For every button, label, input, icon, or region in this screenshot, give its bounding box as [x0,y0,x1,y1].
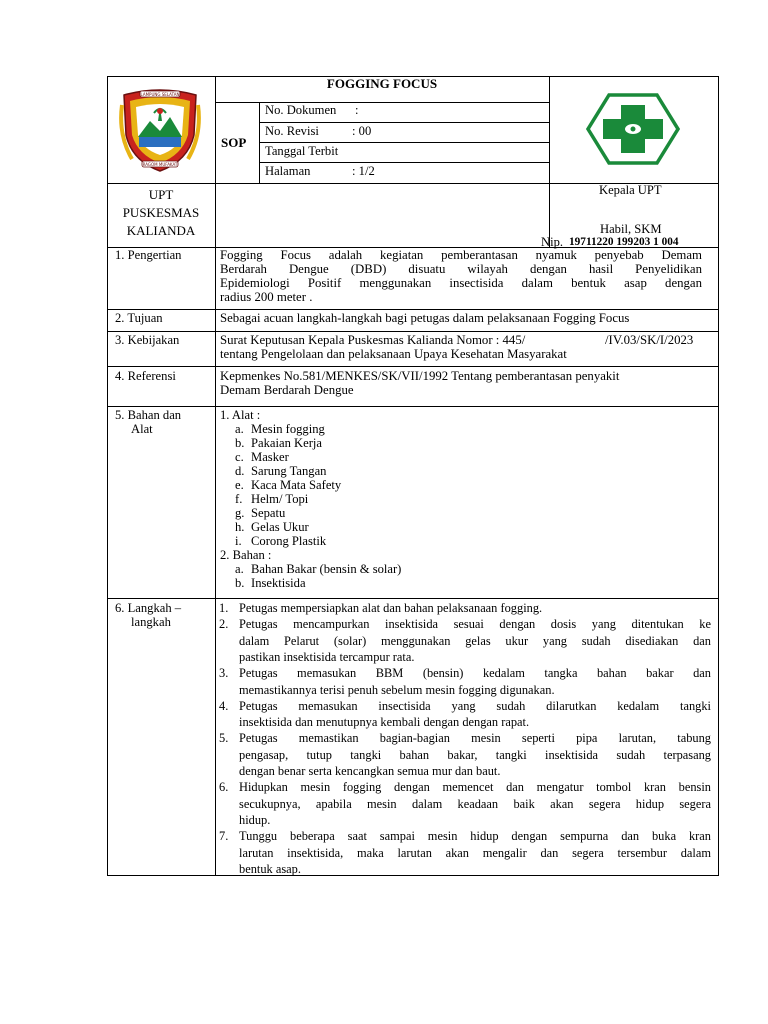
sop-label: SOP [221,135,247,150]
step-line: Petugas memasukan BBM (bensin) kedalam tangka bahan bakar dan [239,666,711,681]
doc-row-value: : 00 [352,124,372,138]
green-cross-icon [586,93,680,165]
step-line: Petugas memasukan insectisida yang sudah dilarutkan kedalam tangki [239,698,711,713]
step-line: Petugas mencampurkan insektisida sesuai dengan dosis yang ditentukan ke [239,617,711,632]
document-title: FOGGING FOCUS [326,76,438,91]
step-number: 1. [219,601,229,615]
alat-item-letter: c. [235,450,244,464]
kebijakan-line: Surat Keputusan Kepala Puskesmas Kalianda Nomor : 445/ [220,333,526,347]
step-number: 6. [219,780,229,795]
signer-title: Kepala UPT [599,183,662,197]
step-number: 3. [219,666,229,681]
step-number: 7. [219,829,229,844]
step-line: Hidupkan mesin fogging dengan memencet dan mengatur tombol kran bensin [239,780,711,795]
step-number: 5. [219,731,229,746]
alat-item-text: Sepatu [251,506,286,520]
alat-item-letter: e. [235,478,244,492]
section-label: 6. Langkah – [115,601,182,615]
alat-item-text: Masker [251,450,289,464]
tujuan-text: Sebagai acuan langkah-langkah bagi petugas dalam pelaksanaan Fogging Focus [220,311,630,325]
section-label: 5. Bahan dan [115,408,182,422]
referensi-line: Kepmenkes No.581/MENKES/SK/VII/1992 Tentang pemberantasan penyakit [220,369,620,383]
alat-item-text: Helm/ Topi [251,492,309,506]
step-line: memastikannya terisi penuh sebelum mesin fogging digunakan. [239,682,555,697]
nip-label: Nip. [541,235,564,249]
alat-item-letter: b. [235,436,245,450]
bahan-heading: 2. Bahan : [220,548,272,562]
alat-item-text: Mesin fogging [251,422,325,436]
step-line: larutan insektisida, maka larutan akan mengalir dan segera tersembur dalam [239,845,711,860]
alat-item-letter: a. [235,422,244,436]
section-label: Alat [131,422,153,436]
signer-name: Habil, SKM [600,222,662,236]
alat-item-letter: f. [235,492,243,506]
step-line: secukupnya, apabila mesin dalam keadaan baik akan segera hidup segera [239,796,711,811]
pengertian-line: radius 200 meter . [220,290,313,304]
section-label: 4. Referensi [115,369,176,383]
step-line: insektisida dan menutupnya kembali dengan dengan rapat. [239,715,530,730]
bahan-item-text: Insektisida [251,576,306,590]
nip-value: 19711220 199203 1 004 [569,236,679,248]
doc-row-label: No. Revisi [265,124,319,138]
step-line: Tunggu beberapa saat sampai mesin hidup dengan sempurna dan buka kran [239,829,711,844]
doc-row-label: No. Dokumen [265,103,337,117]
pengertian-line: Epidemiologi Positif menggunakan insectisida dalam bentuk asap dengan [220,276,702,290]
alat-item-text: Kaca Mata Safety [251,478,342,492]
referensi-line: Demam Berdarah Dengue [220,383,354,397]
org-name-line: UPT [148,187,174,202]
svg-text:RAGOM MUFAKAT: RAGOM MUFAKAT [142,162,178,167]
org-name-line: KALIANDA [126,223,196,238]
org-name-line: PUSKESMAS [122,205,200,220]
left-logo [118,85,202,173]
step-line: Petugas memastikan bagian-bagian mesin seperti pipa larutan, tabung [239,731,711,746]
svg-text:LAMPUNG SELATAN: LAMPUNG SELATAN [140,92,180,97]
step-number: 4. [219,698,229,713]
step-line: dengan benar serta kencangkan semua mur dan baut. [239,764,501,778]
section-label: 3. Kebijakan [115,333,180,347]
alat-item-letter: d. [235,464,245,478]
section-label: 2. Tujuan [115,311,163,325]
section-label: 1. Pengertian [115,248,182,262]
alat-item-text: Pakaian Kerja [251,436,322,450]
step-line: bentuk asap. [239,861,301,876]
step-line: Petugas mempersiapkan alat dan bahan pelaksanaan fogging. [239,601,543,615]
step-line: pengasap, tutup tangki bahan bakar, tangki insektisida sudah terpasang [239,747,711,762]
doc-row-value: : 1/2 [352,164,375,178]
step-line: pastikan insektisida tercampur rata. [239,649,415,664]
kebijakan-line: /IV.03/SK/I/2023 [605,333,694,347]
section-label: langkah [131,615,171,629]
kebijakan-line: tentang Pengelolaan dan pelaksanaan Upaya Kesehatan Masyarakat [220,347,567,361]
pengertian-line: Fogging Focus adalah kegiatan pemberantasan nyamuk penyebab Demam [220,248,702,262]
alat-item-letter: g. [235,506,245,520]
alat-item-text: Corong Plastik [251,534,327,548]
alat-item-text: Gelas Ukur [251,520,309,534]
step-line: hidup. [239,812,271,827]
step-line: dalam Pelarut (solar) menggunakan gelas ukur yang sudah disediakan dan [239,633,711,648]
bahan-item-text: Bahan Bakar (bensin & solar) [251,562,402,576]
pengertian-line: Berdarah Dengue (DBD) disuatu wilayah dengan hasil Penyelidikan [220,262,702,276]
bahan-item-letter: b. [235,576,245,590]
step-number: 2. [219,617,229,632]
alat-item-text: Sarung Tangan [251,464,327,478]
alat-item-letter: h. [235,520,245,534]
alat-item-letter: i. [235,534,242,548]
bahan-item-letter: a. [235,562,244,576]
alat-heading: 1. Alat : [220,408,261,422]
right-logo [586,93,680,165]
doc-row-value: : [355,103,359,117]
lampung-selatan-emblem-icon [118,85,202,173]
doc-row-label: Halaman [265,164,311,178]
doc-row-label: Tanggal Terbit [265,144,339,158]
